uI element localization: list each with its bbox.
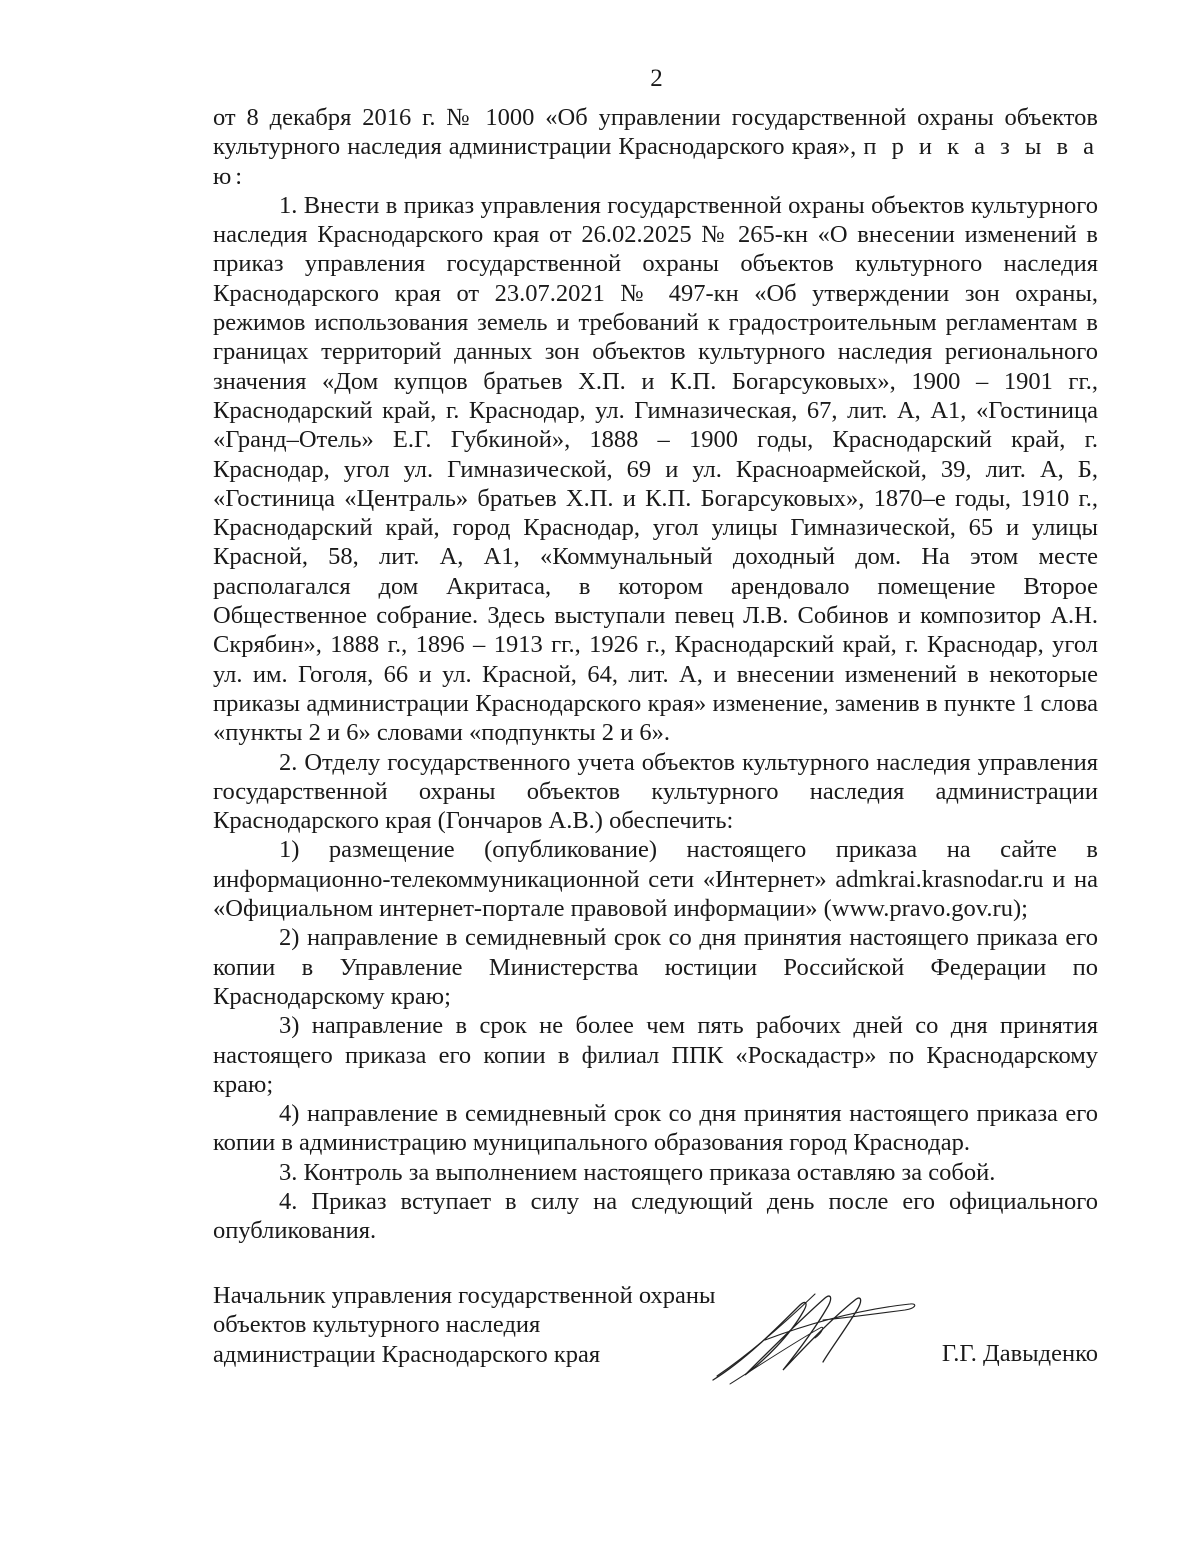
item-2-department-duty: 2. Отделу государственного учета объектов культурного наследия управления государственной охраны объектов культурного наследия администрации Краснодарского края (Гончаров А.В.) обеспечить:	[213, 748, 1098, 835]
subitem-4-municipality: 4) направление в семидневный срок со дня принятия настоящего приказа его копии в администрацию муниципального образования город Краснодар.	[213, 1100, 1098, 1157]
preamble-text: от 8 декабря 2016 г. № 1000 «Об управлении государственной охраны объектов культурного наследия администрации Краснодарского края»,	[213, 104, 1098, 161]
subitem-3-roskadastr: 3) направление в срок не более чем пять рабочих дней со дня принятия настоящего приказа его копии в филиал ППК «Роскадастр» по Краснодарскому краю;	[213, 1012, 1098, 1098]
page-number: 2	[650, 65, 663, 92]
signature-block	[213, 1281, 1098, 1369]
item-4-effective-date: 4. Приказ вступает в силу на следующий день после его официального опубликования.	[213, 1187, 1098, 1245]
item-1-amend-order: 1. Внести в приказ управления государственной охраны объектов культурного наследия Краснодарского края от 26.02.2025 № 265-кн «О внесении изменений в приказ управления государственной охраны объектов культурного наследия Краснодарского края от 23.07.2021 № 497-кн «Об утверждении зон охраны, режимов использования земель и требований к градостроительным регламентам в границах территорий данных зон объектов культурного наследия регионального значения «Дом купцов братьев Х.П. и К.П. Богарсуковых», 1900 – 1901 гг., Краснодарский край, г. Краснодар, ул. Гимназическая, 67, лит. А, А1, «Гостиница «Гранд–Отель» Е.Г. Губкиной», 1888 – 1900 годы, Краснодарский край, г. Краснодар, угол ул. Гимназической, 69 и ул. Красноармейской, 39, лит. А, Б, «Гостиница «Централь» братьев Х.П. и К.П. Богарсуковых», 1870–е годы, 1910 г., Краснодарский край, город Краснодар, угол улицы Гимназической, 65 и улицы Красной, 58, лит. А, А1, «Коммунальный доходный дом. На этом месте располагался дом Акритаса, в котором арендовало помещение Второе Общественное собрание. Здесь выступали певец Л.В. Собинов и композитор А.Н. Скрябин», 1888 г., 1896 – 1913 гг., 1926 г., Краснодарский край, г. Краснодар, угол ул. им. Гоголя, 66 и ул. Красной, 64, лит. А, и внесении изменений в некоторые приказы администрации Краснодарского края» изменение, заменив в пункте 1 слова «пункты 2 и 6» словами «подпункты 2 и 6».	[213, 191, 1098, 747]
signatory-title-line-2: объектов культурного наследия	[213, 1311, 541, 1339]
order-keyword: п р и к а з ы в а ю:	[213, 133, 1099, 190]
signatory-title-line-3: администрации Краснодарского края	[213, 1340, 601, 1368]
subitem-2-justice-ministry: 2) направление в семидневный срок со дня принятия настоящего приказа его копии в Управление Министерства юстиции Российской Федерации по Краснодарскому краю;	[213, 924, 1098, 1010]
signatory-name: Г.Г. Давыденко	[941, 1340, 1098, 1367]
preamble-paragraph	[213, 103, 1098, 191]
handwritten-signature	[705, 1280, 925, 1390]
signatory-title-line-1: Начальник управления государственной охраны	[213, 1282, 716, 1309]
subitem-1-publication: 1) размещение (опубликование) настоящего приказа на сайте в информационно-телекоммуникационной сети «Интернет» admkrai.krasnodar.ru и на «Официальном интернет-портале правовой информации» (www.pravo.gov.ru);	[213, 836, 1098, 923]
item-3-control: 3. Контроль за выполнением настоящего приказа оставляю за собой.	[279, 1158, 996, 1186]
order-body	[213, 103, 1098, 1246]
